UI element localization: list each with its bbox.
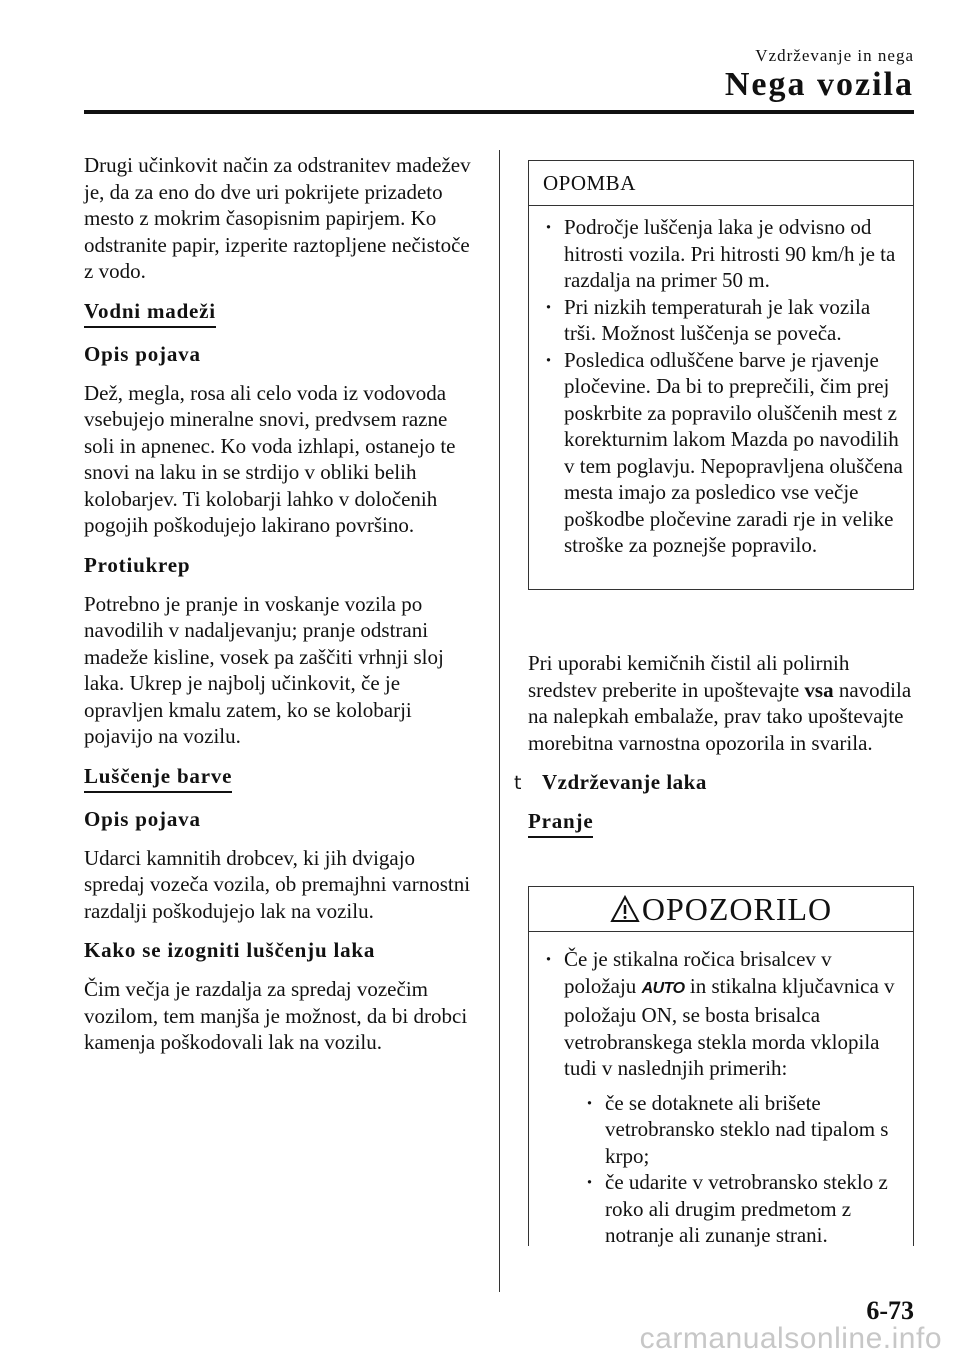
note-item: · Področje luščenja laka je odvisno od hitrosti vozila. Pri hitrosti 90 km/h je ta razdalja na primer 50 m. [543,214,903,294]
note-box [528,160,914,590]
note-item: · Pri nizkih temperaturah je lak vozila trši. Možnost luščenja se poveča. [543,294,903,347]
warning-header [529,887,913,932]
left-column [84,152,474,1070]
chipping-description-heading: Opis pojava [84,806,201,831]
warning-title: OPOZORILO [641,891,833,927]
note-title: OPOMBA [529,161,913,206]
warning-item: · Če je stikalna ročica brisalcev v položaju AUTO in stikalna ključavnica v položaju ON, se bosta brisalca vetrobranskega stekla morda vklopila tudi v naslednjih primerih: · če se dotaknete ali brišete vetrobransko steklo nad tipalom s krpo; · če udarite v vetrobransko steklo z roko ali drugim predmetom z notranje ali zunanje strani. [543,946,903,1249]
right-column [514,650,916,852]
chipping-avoid: Čim večja je razdalja za spredaj vozečim vozilom, tem manjša je možnost, da bi drobci kamenja poškodovali lak na vozilu. [84,977,468,1054]
warning-box [528,886,914,1246]
paint-chipping-heading: Luščenje barve [84,764,232,793]
section-label: Vzdrževanje in nega [755,46,914,65]
paint-maintenance-heading: t Vzdrževanje laka [514,770,707,794]
chapter-title: Nega vozila [724,66,914,103]
intro-paragraph: Drugi učinkovit način za odstranitev madežev je, da za eno do dve uri pokrijete prizadeto mesto z mokrim časopisnim papirjem. Ko odstranite papir, izperite raztopljene nečistoče z vodo. [84,153,471,283]
auto-position-icon: AUTO [641,979,685,997]
page-number: 6-73 [866,1296,914,1325]
water-description-heading: Opis pojava [84,341,201,366]
warning-sub-list [564,1090,903,1249]
washing-heading: Pranje [528,809,593,838]
warning-list [529,932,913,1249]
note-item: · Posledica odluščene barve je rjavenje pločevine. Da bi to preprečili, čim prej poskrbite za popravilo oluščenih mest z korekturnim lakom Mazda po navodilih v tem poglavju. Nepopravljena oluščena mesta imajo za posledico vse večje poškodbe pločevine zaradi rje in velike stroške za poznejše popravilo. [543,347,903,559]
warning-sub-item: · če udarite v vetrobransko steklo z roko ali drugim predmetom z notranje ali zunanje strani. [584,1169,903,1249]
column-divider [499,150,500,1292]
water-stains-heading: Vodni madeži [84,299,216,328]
water-countermeasure: Potrebno je pranje in voskanje vozila po navodilih v nadaljevanju; pranje odstrani madeže kisline, vosek pa zaščiti vrhnji sloj laka. Ukrep je najbolj učinkovit, če je opravljen kmalu zatem, ko se kolobarji pojavijo na vozilu. [84,591,444,748]
watermark: carmanualsonline.info [639,1322,942,1355]
chipping-description: Udarci kamnitih drobcev, ki jih dvigajo spredaj vozeča vozila, ob premajhni varnostni razdalji poškodujejo lak na vozilu. [84,845,471,923]
warning-sub-item: · če se dotaknete ali brišete vetrobransko steklo nad tipalom s krpo; [584,1090,903,1170]
chipping-avoid-heading: Kako se izogniti luščenju laka [84,938,376,962]
warning-triangle-icon [610,895,640,923]
water-countermeasure-heading: Protiukrep [84,552,191,577]
water-description: Dež, megla, rosa ali celo voda iz vodovoda vsebujejo mineralne snovi, predvsem razne soli in apnenec. Ko voda izhlapi, ostanejo te snovi na laku in se strdijo v obliki belih kolobarjev. Ti kolobarji lahko v določenih pogojih poškodujejo lakirano površino. [84,380,456,537]
chemicals-paragraph: Pri uporabi kemičnih čistil ali polirnih sredstev preberite in upoštevajte vsa navodila na nalepkah embalaže, prav tako upoštevajte morebitna varnostna opozorila in svarila. [528,651,912,755]
section-bullet-icon: t [514,772,522,794]
header-rule [84,110,914,114]
note-list [529,206,913,559]
emphasis-all: vsa [804,677,834,702]
